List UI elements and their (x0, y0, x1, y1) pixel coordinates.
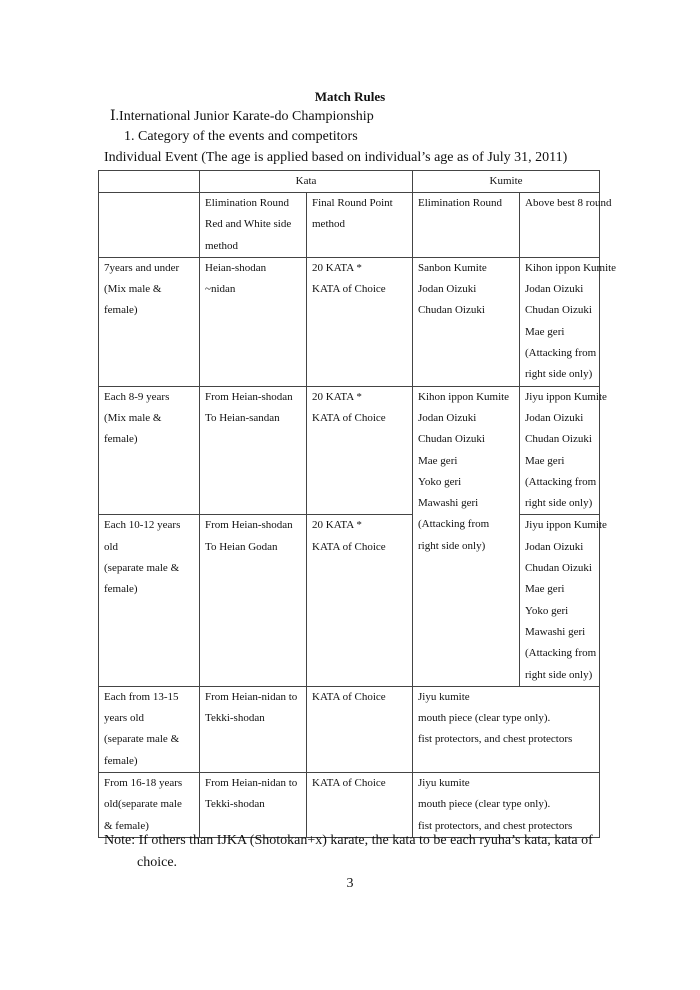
cell-line: old (104, 540, 119, 553)
intro-line: Individual Event (The age is applied based on individual’s age as of July 31, 2011) (104, 150, 568, 165)
kata-final-cell (307, 386, 413, 515)
cell-line: years old (104, 712, 145, 725)
age-cell (99, 257, 200, 386)
cell-line: Red and White side (205, 218, 292, 231)
cell-line: From Heian-shodan (205, 390, 293, 403)
cell-line: Jodan Oizuki (418, 283, 477, 296)
cell-line: right side only) (418, 539, 486, 552)
cell-line: Yoko geri (525, 604, 569, 617)
cell-line: (separate male & (104, 562, 180, 575)
cell-line: method (312, 218, 345, 231)
cell-line: old(separate male (104, 798, 182, 811)
age-cell (99, 686, 200, 772)
kata-elimination-cell (200, 686, 307, 772)
empty-subheader-cell (99, 193, 200, 258)
cell-line: From Heian-nidan to (205, 690, 298, 703)
cell-line: 20 KATA * (312, 390, 362, 403)
kumite-cell (413, 773, 600, 838)
kumite-elimination-subheader (413, 193, 520, 258)
cell-line: Mawashi geri (525, 625, 586, 638)
cell-line: KATA of Choice (312, 777, 386, 790)
kata-final-subheader (307, 193, 413, 258)
table-row (99, 686, 600, 772)
cell-line: Jiyu ippon Kumite (525, 390, 607, 403)
cell-line: fist protectors, and chest protectors (418, 733, 573, 746)
cell-line: Jiyu kumite (418, 777, 470, 790)
subsection-heading: 1. Category of the events and competitors (124, 129, 358, 144)
cell-line: 20 KATA * (312, 519, 362, 532)
cell-line: (Attacking from (418, 518, 490, 531)
table-row (99, 773, 600, 838)
cell-line: Chudan Oizuki (525, 304, 592, 317)
section-heading: Ⅰ.International Junior Karate-do Championship (110, 109, 374, 124)
cell-line: Chudan Oizuki (525, 433, 592, 446)
cell-line: Tekki-shodan (205, 712, 265, 725)
cell-line: Heian-shodan (205, 261, 267, 274)
cell-line: Each from 13-15 (104, 690, 179, 703)
cell-line: (separate male & (104, 733, 180, 746)
cell-line: Above best 8 round (525, 197, 612, 209)
cell-line: From 16-18 years (104, 777, 183, 790)
cell-line: 7years and under (104, 261, 180, 274)
table-row (99, 386, 600, 515)
kumite-cell (413, 686, 600, 772)
cell-line: Chudan Oizuki (418, 433, 485, 446)
cell-line: To Heian Godan (205, 540, 278, 553)
cell-line: Jiyu ippon Kumite (525, 519, 607, 532)
age-cell (99, 386, 200, 515)
cell-line: From Heian-nidan to (205, 777, 298, 790)
cell-line: & female) (104, 819, 149, 832)
kata-final-cell (307, 515, 413, 686)
cell-line: KATA of Choice (312, 540, 386, 553)
cell-line: female) (104, 304, 138, 317)
kumite-best8-cell (520, 386, 607, 515)
cell-line: To Heian-sandan (205, 411, 280, 424)
kata-elimination-cell (200, 386, 307, 515)
cell-line: From Heian-shodan (205, 519, 293, 532)
cell-line: (Mix male & (104, 283, 162, 296)
kata-elimination-cell (200, 773, 307, 838)
cell-line: Chudan Oizuki (525, 562, 592, 575)
note-continuation: choice. (137, 855, 178, 870)
cell-line: Tekki-shodan (205, 798, 265, 811)
cell-line: Mae geri (525, 583, 565, 596)
cell-line: Each 8-9 years (104, 390, 170, 403)
cell-line: Jodan Oizuki (418, 411, 477, 424)
kata-header: Kata (200, 171, 413, 193)
kata-final-cell (307, 773, 413, 838)
cell-line: Final Round Point (312, 197, 393, 209)
cell-line: right side only) (525, 668, 593, 681)
cell-line: Elimination Round (418, 197, 503, 209)
cell-line: female) (104, 583, 138, 596)
cell-line: Mawashi geri (418, 497, 479, 510)
kumite-elimination-cell (413, 386, 520, 686)
page-title: Match Rules (314, 89, 386, 104)
cell-line: KATA of Choice (312, 283, 386, 296)
note-line: Note: If others than IJKA (Shotokan+x) karate, the kata to be each ryuha’s kata, kata of (104, 833, 593, 848)
cell-line: right side only) (525, 497, 593, 510)
cell-line: (Attacking from (525, 475, 597, 488)
table-row (99, 257, 600, 386)
cell-line: Mae geri (418, 454, 458, 467)
cell-line: mouth piece (clear type only). (418, 798, 551, 811)
cell-line: mouth piece (clear type only). (418, 712, 551, 725)
cell-line: Sanbon Kumite (418, 261, 487, 274)
kata-elimination-cell (200, 515, 307, 686)
cell-line: right side only) (525, 368, 593, 381)
cell-line: Elimination Round (205, 197, 290, 209)
cell-line: (Mix male & (104, 411, 162, 424)
cell-line: method (205, 239, 238, 252)
cell-line: Chudan Oizuki (418, 304, 485, 317)
cell-line: Jodan Oizuki (525, 540, 584, 553)
cell-line: ~nidan (205, 283, 236, 296)
cell-line: Kihon ippon Kumite (525, 261, 617, 274)
group-header-row (99, 171, 600, 193)
kumite-best8-subheader (520, 193, 612, 258)
cell-line: female) (104, 754, 138, 767)
kata-final-cell (307, 686, 413, 772)
cell-line: 20 KATA * (312, 261, 362, 274)
kumite-elimination-cell (413, 257, 520, 386)
cell-line: KATA of Choice (312, 690, 386, 703)
rules-table (98, 170, 617, 838)
cell-line: fist protectors, and chest protectors (418, 819, 573, 832)
cell-line: Kihon ippon Kumite (418, 390, 510, 403)
kata-elimination-cell (200, 257, 307, 386)
age-cell (99, 773, 200, 838)
empty-header-cell (99, 171, 200, 193)
cell-line: Mae geri (525, 325, 565, 338)
cell-line: Jiyu kumite (418, 690, 470, 703)
kumite-best8-cell (520, 515, 607, 686)
cell-line: (Attacking from (525, 647, 597, 660)
cell-line: female) (104, 433, 138, 446)
page-number: 3 (346, 876, 354, 891)
age-cell (99, 515, 200, 686)
cell-line: Yoko geri (418, 475, 462, 488)
kata-elimination-subheader (200, 193, 307, 258)
cell-line: Mae geri (525, 454, 565, 467)
kumite-best8-cell (520, 257, 617, 386)
subheader-row (99, 193, 600, 258)
cell-line: Jodan Oizuki (525, 283, 584, 296)
kata-final-cell (307, 257, 413, 386)
cell-line: (Attacking from (525, 347, 597, 360)
kumite-header: Kumite (413, 171, 600, 193)
cell-line: Each 10-12 years (104, 519, 181, 532)
cell-line: KATA of Choice (312, 411, 386, 424)
table-row (99, 515, 600, 686)
cell-line: Jodan Oizuki (525, 411, 584, 424)
